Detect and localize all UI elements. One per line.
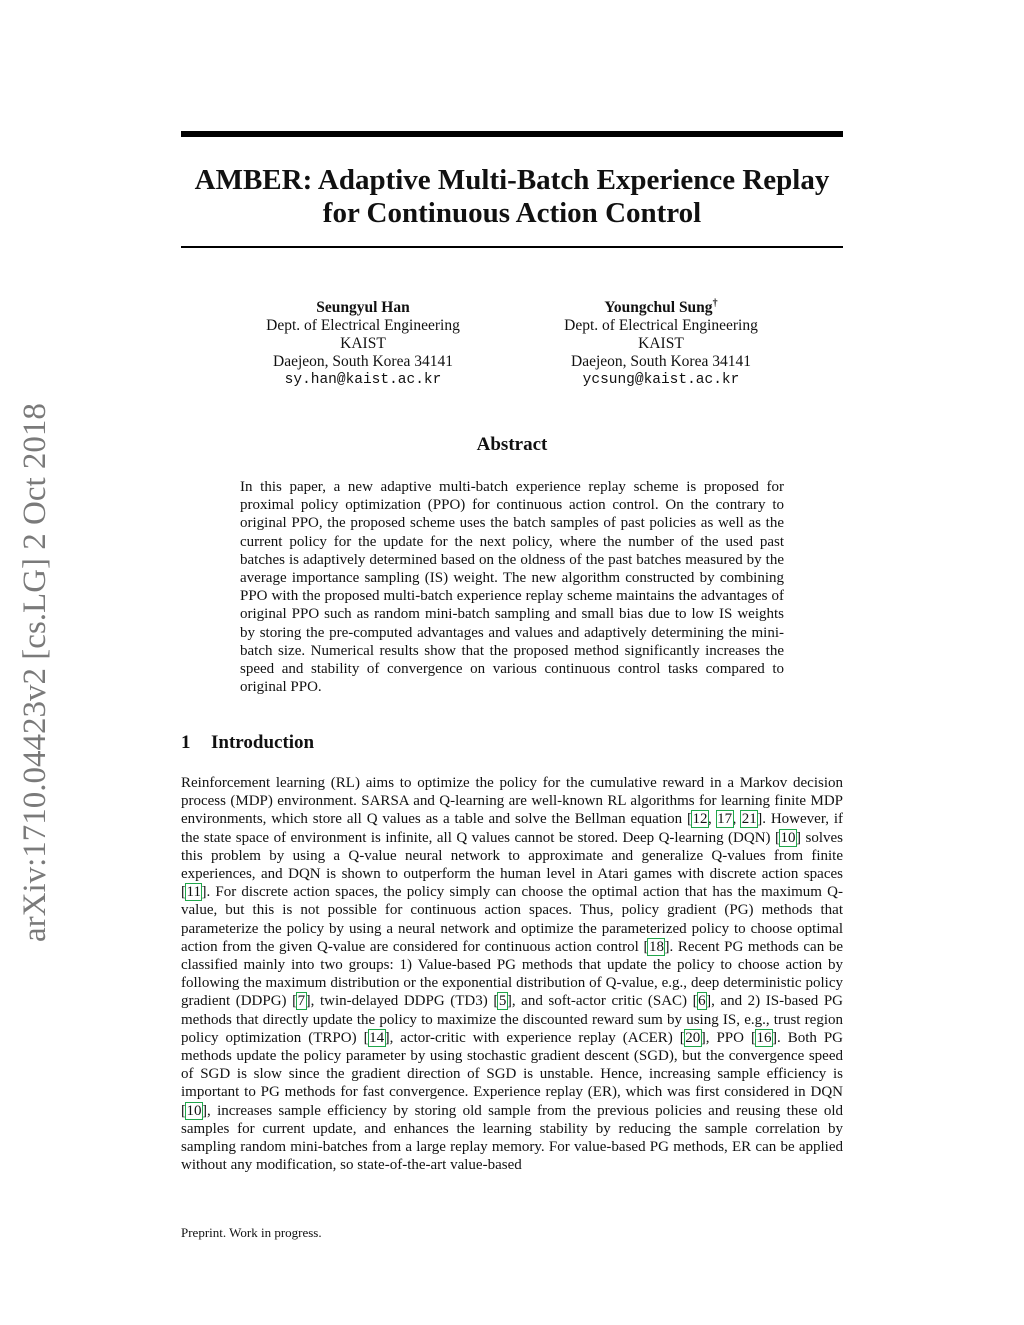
author-name: Youngchul Sung† — [604, 298, 718, 317]
title-rule-bottom — [181, 246, 843, 248]
citation-link[interactable]: 7 — [297, 993, 306, 1010]
author-org: KAIST — [638, 335, 684, 353]
citation-link[interactable]: 14 — [369, 1029, 385, 1046]
footer-note: Preprint. Work in progress. — [181, 1225, 322, 1240]
abstract-body: In this paper, a new adaptive multi-batch experience replay scheme is proposed for proximal policy optimization (PPO) for continuous action control. On the contrary to original PPO, the proposed scheme uses the batch samples of past policies as well as the current policy for the update for the next policy, where the number of the used past batches is adaptively determined based on the oldness of the past batches measured by the average importance sampling (IS) weight. The new algorithm constructed by combining PPO with the proposed multi-batch experience replay scheme maintains the advantages of original PPO such as random mini-batch sampling and small bias due to low IS weights by storing the pre-computed advantages and values and adaptively determining the mini-batch size. Numerical results show that the proposed method significantly increases the speed and stability of convergence on various continuous control tasks compared to original PPO. — [240, 479, 784, 696]
citation-link[interactable]: 12 — [692, 811, 708, 828]
author-address: Daejeon, South Korea 34141 — [273, 353, 453, 371]
author-address: Daejeon, South Korea 34141 — [571, 353, 751, 371]
citation-link[interactable]: 21 — [741, 811, 757, 828]
section-title: Introduction — [211, 732, 315, 753]
title-line-2: for Continuous Action Control — [322, 197, 702, 229]
paper-title — [150, 164, 874, 230]
citation-link[interactable]: 10 — [186, 1102, 202, 1119]
title-rule-top — [181, 131, 843, 137]
author-email[interactable]: sy.han@kaist.ac.kr — [284, 372, 442, 389]
introduction-paragraph: Reinforcement learning (RL) aims to optimize the policy for the cumulative reward in a Markov decision process (MDP) environment. SARSA and Q-learning are well-known RL algorithms for learning finite MDP environments, which store all Q values as a table and solve the Bellman equation [12, 17, 21]. However, if the state space of environment is infinite, all Q values cannot be stored. Deep Q-learning (DQN) [10] solves this problem by using a Q-value neural network to approximate and generalize Q-values from finite experiences, and DQN is shown to outperform the human level in Atari games with discrete action spaces [11]. For discrete action spaces, the policy simply can choose the optimal action that has the maximum Q-value, but this is not possible for continuous action spaces. Thus, policy gradient (PG) methods that parameterize the policy by using a neural network and optimize the parameterized policy to choose optimal action from the given Q-value are considered for continuous action control [18]. Recent PG methods can be classified mainly into two groups: 1) Value-based PG methods that update the policy to choose action by following the maximum distribution or the exponential distribution of Q-value, e.g., deep deterministic policy gradient (DDPG) [7], twin-delayed DDPG (TD3) [5], and soft-actor critic (SAC) [6], and 2) IS-based PG methods that directly update the policy to maximize the discounted reward sum by using IS, e.g., trust region policy optimization (TRPO) [14], actor-critic with experience replay (ACER) [20], PPO [16]. Both PG methods update the policy parameter by using stochastic gradient descent (SGD), but the convergence speed of SGD is slow since the gradient direction of SGD is unstable. Hence, increasing sample efficiency is important to PG methods for fast convergence. Experience replay (ER), which was first considered in DQN [10], increases sample efficiency by storing old sample from the previous policies and reusing these old samples for current update, and enhances the learning stability by reducing the sample correlation by sampling random mini-batches from a large replay memory. For value-based PG methods, ER can be applied without any modification, so state-of-the-art value-based — [181, 775, 844, 1174]
abstract-heading: Abstract — [476, 434, 548, 455]
author-dept: Dept. of Electrical Engineering — [266, 317, 460, 335]
author-name: Seungyul Han — [316, 299, 410, 317]
citation-link[interactable]: 6 — [698, 993, 706, 1010]
citation-link[interactable]: 11 — [186, 884, 201, 901]
citation-link[interactable]: 18 — [648, 938, 664, 955]
citation-link[interactable]: 5 — [498, 993, 507, 1010]
section-number: 1 — [181, 732, 191, 753]
author-dept: Dept. of Electrical Engineering — [564, 317, 758, 335]
author-email[interactable]: ycsung@kaist.ac.kr — [582, 372, 740, 389]
author-block-1 — [213, 295, 513, 389]
author-block-2 — [511, 295, 811, 389]
title-line-1: AMBER: Adaptive Multi-Batch Experience Replay — [194, 164, 830, 196]
citation-link[interactable]: 10 — [780, 829, 796, 846]
citation-link[interactable]: 20 — [685, 1029, 701, 1046]
dagger-mark: † — [712, 298, 718, 309]
citation-link[interactable]: 16 — [756, 1029, 772, 1046]
citation-link[interactable]: 17 — [717, 811, 733, 828]
arxiv-stamp: arXiv:1710.04423v2 [cs.LG] 2 Oct 2018 — [17, 403, 53, 942]
author-org: KAIST — [340, 335, 386, 353]
section-heading — [181, 732, 314, 754]
